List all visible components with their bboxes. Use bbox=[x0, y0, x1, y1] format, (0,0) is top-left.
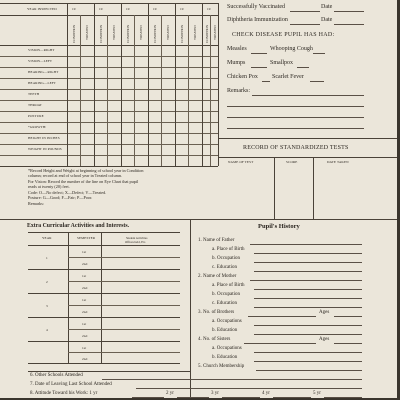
row-label: THROAT bbox=[28, 103, 42, 107]
row-label: VISION—RIGHT bbox=[28, 48, 55, 52]
record-card: YEAR INSPECTED 19 19 19 19 19 19 CONDITION TREATED CONDITION TREATED CONDITION TREATED CONDITION TREATED CONDITION TREATED CONDITION TREATED VISION—RIGHT VISION—LEFT HEARING—RIGHT HEARING—LEFT TEETH THROAT POSTURE *GROWTH: HEIGHT IN INCHES WEIGHT IN POUNDS *Record Height and Weight at beginning of school year in Condition column; record at end of school year in Treated column. For Vision: Record the number of the line on Eye Chart that pupil reads at twenty (20) feet. Code: O—No defect; X—Defect; V—Treated. Posture: G—Good; F—Fair; P—Poor. Remarks: Successfully Vaccinated Date Diphtheria Immunization Date CHECK DISEASE PUPIL HAS HAD: Measles Whooping Cough Mumps Smallpox Chicken Pox Scarlet Fever Remarks: RECORD OF STANDARDIZED TESTS NAME OF TEST SCORE DATE TAKEN Extra Curricular Activities and Interests. YEAR SEMESTER Student Activities Offices held, Etc. 1 2 3 4 1st 2nd 1st 2nd 1st 2nd 1st 2nd 1st 2nd Pupil's History 1. Name of Father a. Place of Birth b. Occupation c. Education 2. Name of Mother a. Place of Birth b. Occupation c. Education 3. No. of Brothers Ages a. Occupations b. Education 4. No. of Sisters Ages a. Occupations b. Education 5. Church Membership 6. Other Schools Attended 7. Date of Leaving Last School Attended 8. Attitude Toward his Work: 1 yr 2 yr 3 yr 4 yr 5 yr bbox=[0, 0, 397, 398]
row-label: HEARING—RIGHT bbox=[28, 70, 59, 74]
disease-header: CHECK DISEASE PUPIL HAS HAD: bbox=[232, 32, 335, 38]
pupil-history-title: Pupil's History bbox=[258, 223, 300, 230]
row-label: *GROWTH: bbox=[28, 125, 47, 129]
row-label: VISION—LEFT bbox=[28, 59, 53, 63]
extra-curricular-title: Extra Curricular Activities and Interests. bbox=[27, 223, 130, 229]
row-label: POSTURE bbox=[28, 114, 44, 118]
row-label: TEETH bbox=[28, 92, 40, 96]
row-label: HEIGHT IN INCHES bbox=[28, 136, 60, 140]
row-label: WEIGHT IN POUNDS bbox=[28, 147, 62, 151]
standardized-tests-title: RECORD OF STANDARDIZED TESTS bbox=[243, 145, 349, 151]
health-remarks-label: Remarks: bbox=[28, 201, 45, 206]
row-label: HEARING—LEFT bbox=[28, 81, 56, 85]
year-inspected-label: YEAR INSPECTED bbox=[27, 7, 57, 11]
